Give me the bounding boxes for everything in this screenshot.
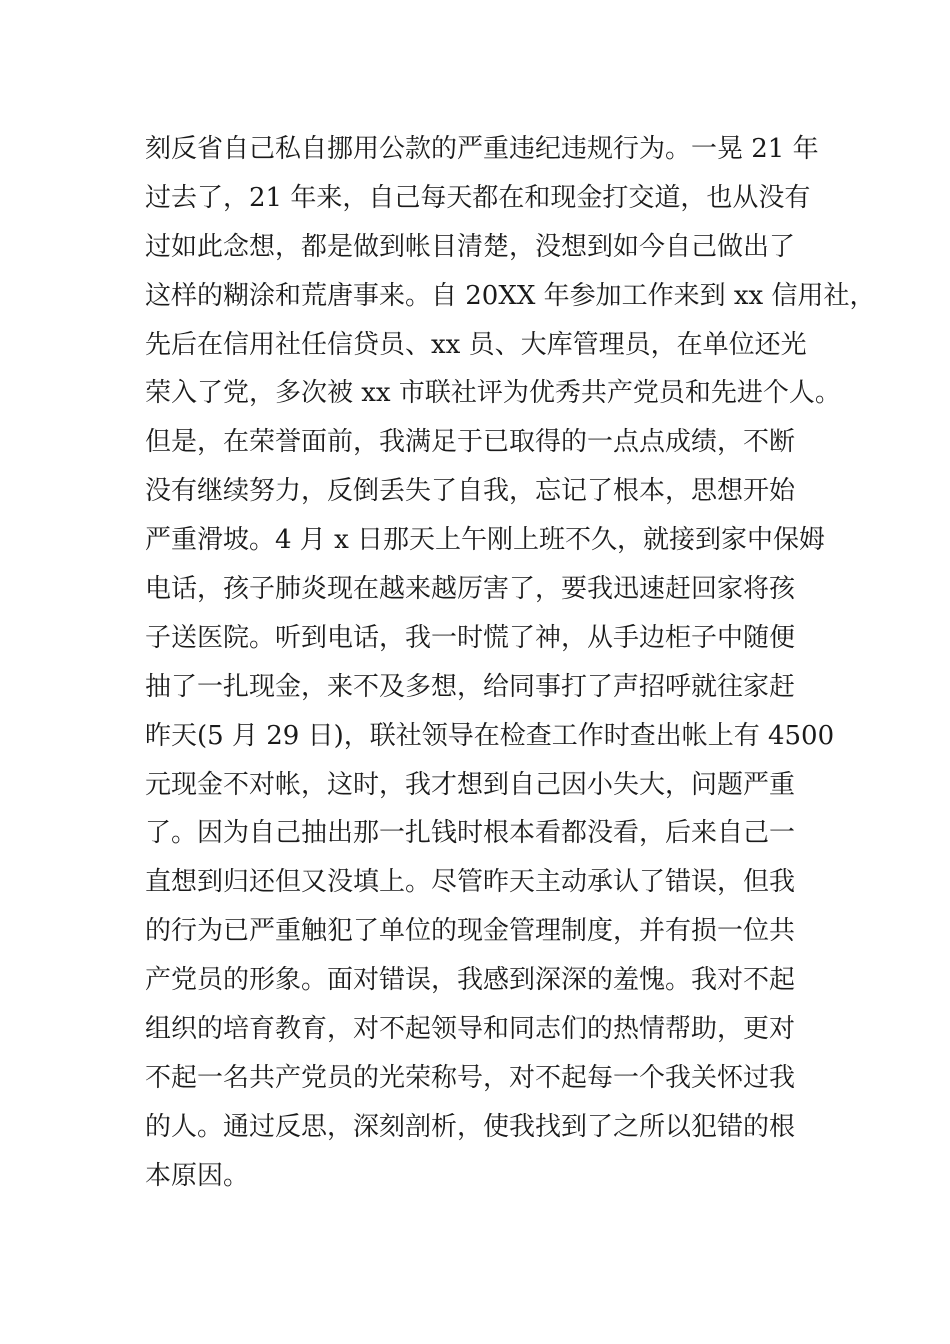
text-line-13: 昨天(5 月 29 日)，联社领导在检查工作时查出帐上有 4500	[145, 720, 835, 751]
text-line-21: 的人。通过反思，深刻剖析，使我找到了之所以犯错的根	[145, 1111, 796, 1142]
text-line-20: 不起一名共产党员的光荣称号，对不起每一个我关怀过我	[145, 1062, 796, 1093]
body-text	[145, 125, 876, 1201]
text-line-18: 产党员的形象。面对错误，我感到深深的羞愧。我对不起	[145, 965, 796, 996]
text-line-4: 这样的糊涂和荒唐事来。自 20XX 年参加工作来到 xx 信用社，	[145, 280, 876, 311]
text-line-9: 严重滑坡。4 月 x 日那天上午刚上班不久，就接到家中保姆	[145, 525, 825, 556]
text-line-12: 抽了一扎现金，来不及多想，给同事打了声招呼就往家赶	[145, 671, 796, 702]
text-line-11: 子送医院。听到电话，我一时慌了神，从手边柜子中随便	[145, 622, 796, 653]
text-line-2: 过去了，21 年来，自己每天都在和现金打交道，也从没有	[145, 182, 811, 213]
text-line-5: 先后在信用社任信贷员、xx 员、大库管理员，在单位还光	[145, 329, 807, 360]
text-line-1: 刻反省自己私自挪用公款的严重违纪违规行为。一晃 21 年	[145, 134, 819, 164]
text-line-19: 组织的培育教育，对不起领导和同志们的热情帮助，更对	[145, 1014, 796, 1045]
text-line-15: 了。因为自己抽出那一扎钱时根本看都没看，后来自己一	[145, 818, 796, 849]
text-line-7: 但是，在荣誉面前，我满足于已取得的一点点成绩，不断	[145, 427, 796, 458]
text-line-6: 荣入了党，多次被 xx 市联社评为优秀共产党员和先进个人。	[145, 378, 841, 409]
text-line-22: 本原因。	[145, 1160, 250, 1191]
text-line-16: 直想到归还但又没填上。尽管昨天主动承认了错误，但我	[145, 867, 796, 898]
text-line-8: 没有继续努力，反倒丢失了自我，忘记了根本，思想开始	[145, 476, 796, 507]
text-line-10: 电话，孩子肺炎现在越来越厉害了，要我迅速赶回家将孩	[145, 574, 796, 605]
text-line-14: 元现金不对帐，这时，我才想到自己因小失大，问题严重	[145, 769, 796, 800]
text-line-3: 过如此念想，都是做到帐目清楚，没想到如今自己做出了	[145, 231, 796, 262]
text-line-17: 的行为已严重触犯了单位的现金管理制度，并有损一位共	[145, 916, 796, 947]
